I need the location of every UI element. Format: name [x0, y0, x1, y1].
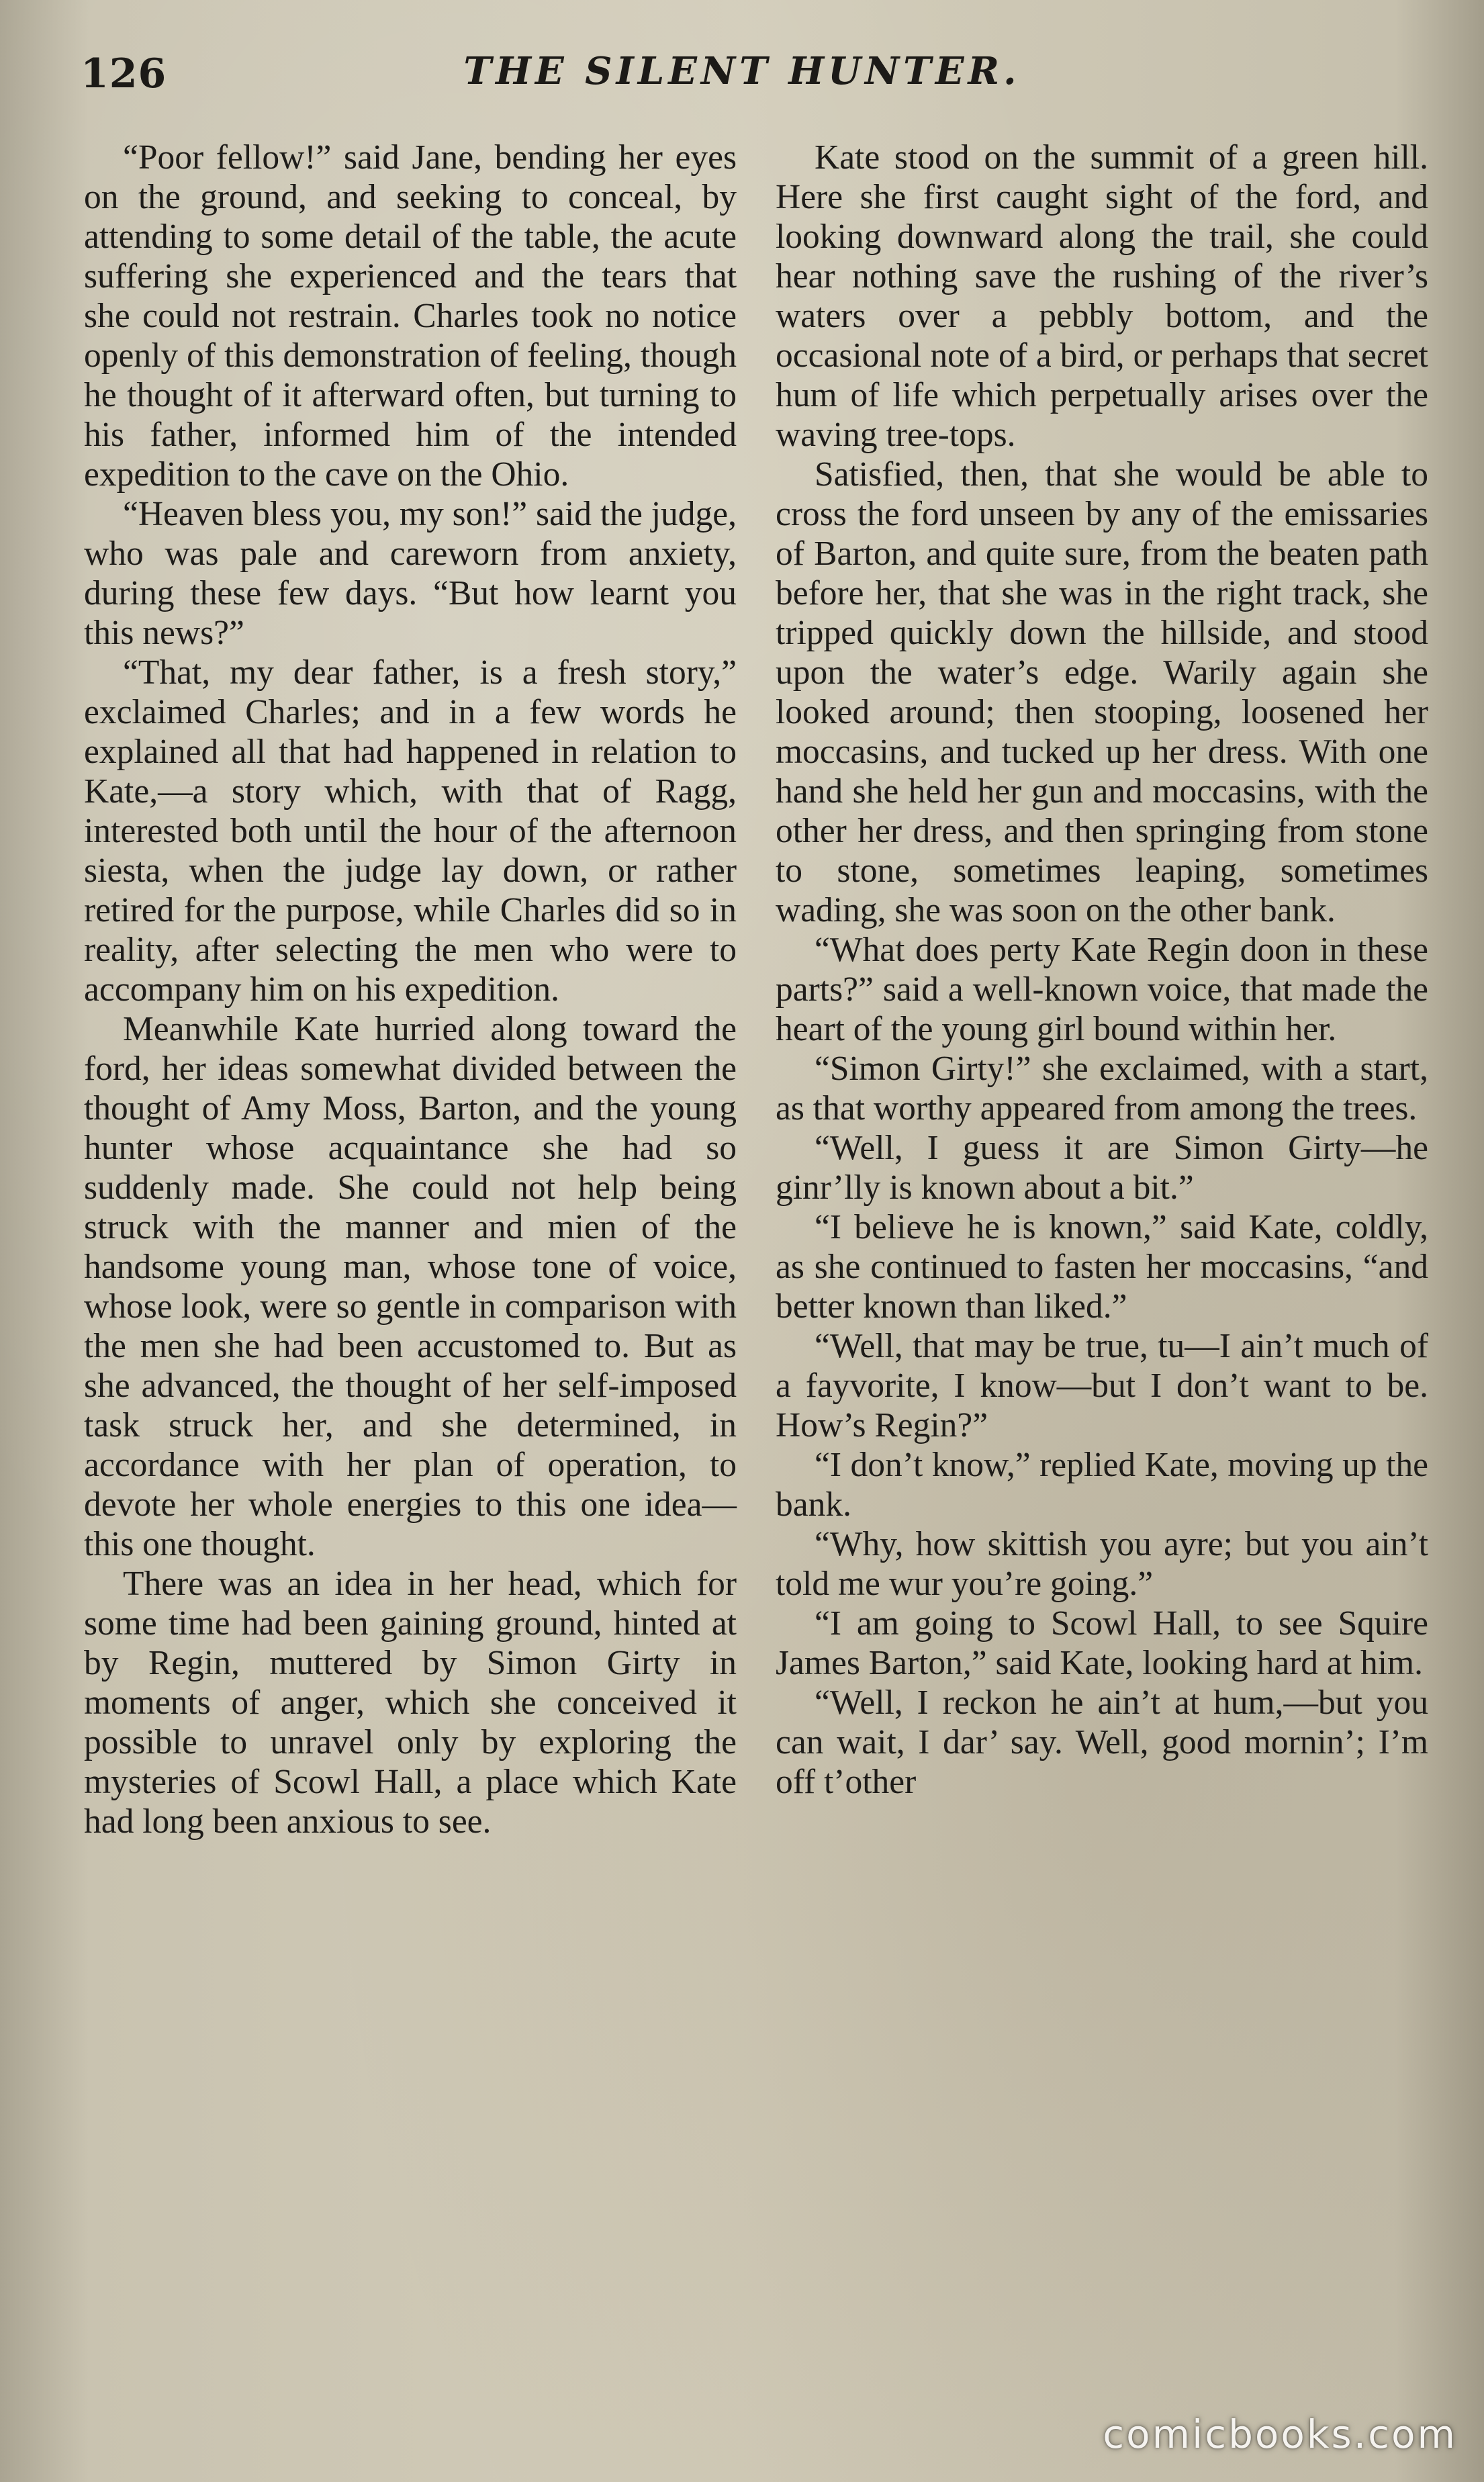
paragraph: “Heaven bless you, my son!” said the judge, who was pale and careworn from anxiety, during these few days. “But how learnt you this news?”: [84, 495, 737, 652]
paragraph: Satisfied, then, that she would be able to cross the ford unseen by any of the emissaries of Barton, and quite sure, from the beaten path before her, that she was in the right track, she tripped quickly down the hillside, and stood upon the water’s edge. Warily again she looked around; then stooping, loosened her moccasins, and tucked up her dress. With one hand she held her gun and moccasins, with the other her dress, and then springing from stone to stone, sometimes leaping, sometimes wading, she was soon on the other bank.: [776, 455, 1428, 929]
paragraph: “I believe he is known,” said Kate, coldly, as she continued to fasten her moccasins, “and better known than liked.”: [776, 1208, 1428, 1326]
paragraph: Meanwhile Kate hurried along toward the ford, her ideas somewhat divided between the thought of Amy Moss, Barton, and the young hunter whose acquaintance she had so suddenly made. She could not help being struck with the manner and mien of the handsome young man, whose tone of voice, whose look, were so gentle in comparison with the men she had been accustomed to. But as she advanced, the thought of her self-imposed task struck her, and she determined, in accordance with her plan of operation, to devote her whole energies to this one idea—this one thought.: [84, 1010, 737, 1563]
paragraph: “Well, I reckon he ain’t at hum,—but you can wait, I dar’ say. Well, good mornin’; I’m off t’other: [776, 1684, 1428, 1801]
paragraph: “Well, I guess it are Simon Girty—he ginr’lly is known about a bit.”: [776, 1129, 1428, 1207]
paragraph: “That, my dear father, is a fresh story,” exclaimed Charles; and in a few words he explained all that had happened in relation to Kate,—a story which, with that of Ragg, interested both until the hour of the afternoon siesta, when the judge lay down, or rather retired for the purpose, while Charles did so in reality, after selecting the men who were to accompany him on his expedition.: [84, 653, 737, 1009]
paragraph: “I am going to Scowl Hall, to see Squire James Barton,” said Kate, looking hard at him.: [776, 1604, 1428, 1682]
watermark-text: comicbooks.com: [1103, 2411, 1457, 2457]
paragraph: “Why, how skittish you ayre; but you ain’t told me wur you’re going.”: [776, 1525, 1428, 1603]
paragraph: “What does perty Kate Regin doon in these parts?” said a well-known voice, that made the heart of the young girl bound within her.: [776, 931, 1428, 1048]
left-text-column: [84, 138, 737, 2391]
paragraph: “Simon Girty!” she exclaimed, with a start, as that worthy appeared from among the trees.: [776, 1050, 1428, 1128]
paragraph: “I don’t know,” replied Kate, moving up the bank.: [776, 1446, 1428, 1524]
page-number: 126: [81, 50, 167, 97]
running-head-title: THE SILENT HUNTER.: [463, 49, 1021, 93]
page-header: [74, 42, 1410, 116]
right-text-column: [776, 138, 1428, 2391]
paragraph: “Poor fellow!” said Jane, bending her eyes on the ground, and seeking to conceal, by attending to some detail of the table, the acute suffering she experienced and the tears that she could not restrain. Charles took no notice openly of this demonstration of feeling, though he thought of it afterward often, but turning to his father, informed him of the intended expedition to the cave on the Ohio.: [84, 138, 737, 494]
paragraph: “Well, that may be true, tu—I ain’t much of a fayvorite, I know—but I don’t want to be. How’s Regin?”: [776, 1327, 1428, 1444]
paragraph: There was an idea in her head, which for some time had been gaining ground, hinted at by Regin, muttered by Simon Girty in moments of anger, which she conceived it possible to unravel only by exploring the mysteries of Scowl Hall, a place which Kate had long been anxious to see.: [84, 1565, 737, 1841]
paragraph: Kate stood on the summit of a green hill. Here she first caught sight of the ford, and looking downward along the trail, she could hear nothing save the rushing of the river’s waters over a pebbly bottom, and the occasional note of a bird, or perhaps that secret hum of life which perpetually arises over the waving tree-tops.: [776, 138, 1428, 454]
